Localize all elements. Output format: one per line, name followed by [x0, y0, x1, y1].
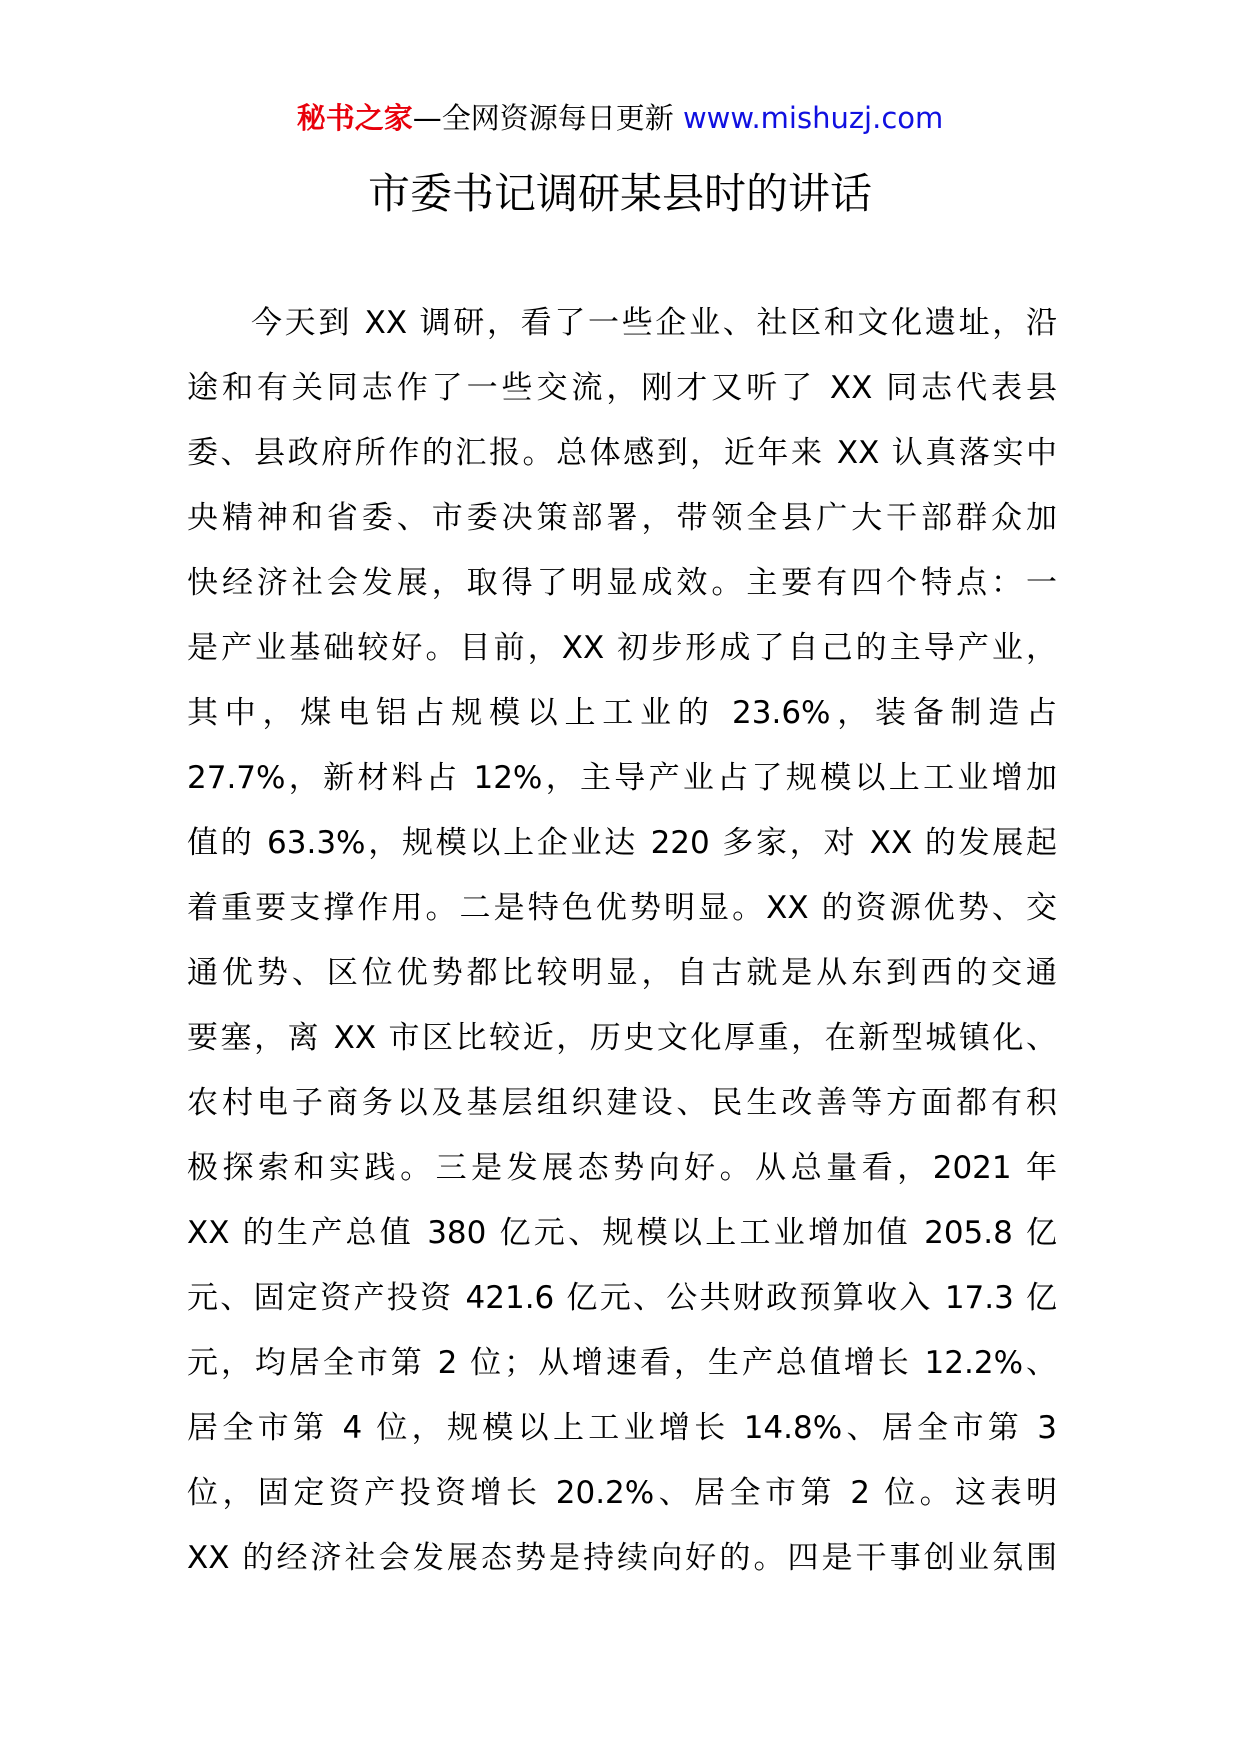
body-line: 极探索和实践。三是发展态势向好。从总量看，2021 年	[187, 1150, 1057, 1186]
body-line: 央精神和省委、市委决策部署，带领全县广大干部群众加	[187, 500, 1057, 536]
body-line: 居全市第 4 位，规模以上工业增长 14.8%、居全市第 3	[187, 1410, 1057, 1446]
site-header	[0, 98, 1240, 138]
body-line: 其中，煤电铝占规模以上工业的 23.6%，装备制造占	[187, 695, 1057, 731]
body-line: 值的 63.3%，规模以上企业达 220 多家，对 XX 的发展起	[187, 825, 1057, 861]
body-line: 位，固定资产投资增长 20.2%、居全市第 2 位。这表明	[187, 1475, 1057, 1511]
header-tagline: —全网资源每日更新	[412, 101, 674, 135]
body-line: 农村电子商务以及基层组织建设、民生改善等方面都有积	[187, 1085, 1057, 1121]
body-line: 快经济社会发展，取得了明显成效。主要有四个特点：一	[187, 565, 1057, 601]
body-line: 今天到 XX 调研，看了一些企业、社区和文化遗址，沿	[251, 305, 1057, 341]
body-line: 途和有关同志作了一些交流，刚才又听了 XX 同志代表县	[187, 370, 1057, 406]
body-line: 通优势、区位优势都比较明显，自古就是从东到西的交通	[187, 955, 1057, 991]
document-title: 市委书记调研某县时的讲话	[367, 169, 872, 218]
body-line: XX 的生产总值 380 亿元、规模以上工业增加值 205.8 亿	[187, 1215, 1057, 1251]
body-line: 是产业基础较好。目前，XX 初步形成了自己的主导产业，	[187, 630, 1057, 666]
body-line: 着重要支撑作用。二是特色优势明显。XX 的资源优势、交	[187, 890, 1057, 926]
body-line: XX 的经济社会发展态势是持续向好的。四是干事创业氛围	[187, 1540, 1057, 1576]
site-url-link[interactable]: www.mishuzj.com	[682, 101, 944, 135]
brand-name: 秘书之家	[296, 101, 413, 135]
body-line: 委、县政府所作的汇报。总体感到，近年来 XX 认真落实中	[187, 435, 1057, 471]
document-body	[187, 291, 1057, 1591]
body-line: 27.7%，新材料占 12%，主导产业占了规模以上工业增加	[187, 760, 1057, 796]
body-line: 元，均居全市第 2 位；从增速看，生产总值增长 12.2%、	[187, 1345, 1057, 1381]
body-line: 元、固定资产投资 421.6 亿元、公共财政预算收入 17.3 亿	[187, 1280, 1057, 1316]
body-line: 要塞，离 XX 市区比较近，历史文化厚重，在新型城镇化、	[187, 1020, 1057, 1056]
